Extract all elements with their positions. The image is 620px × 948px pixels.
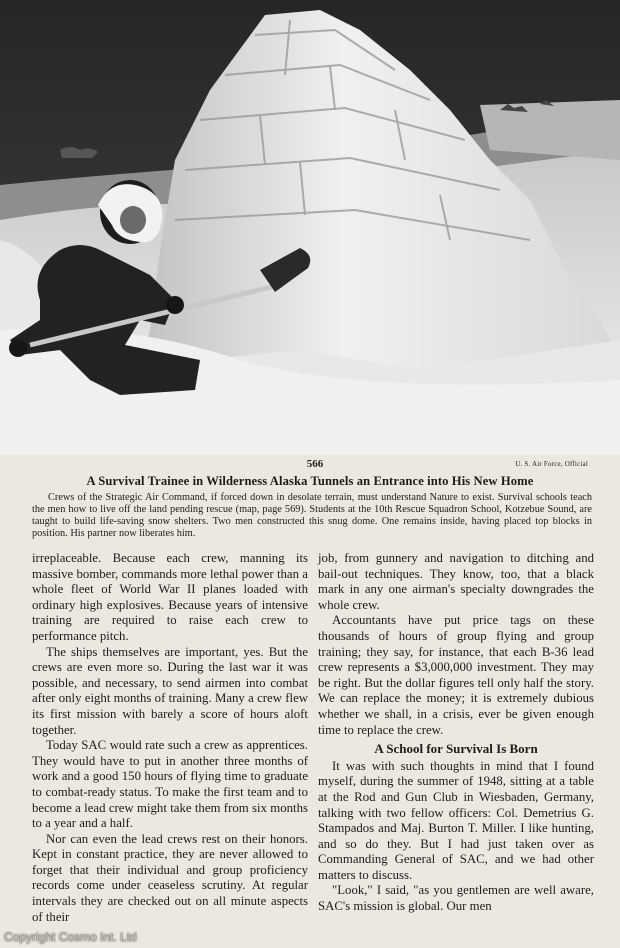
igloo-photo — [0, 0, 620, 455]
left-column — [32, 551, 308, 925]
photo-credit: U. S. Air Force, Official — [515, 460, 588, 468]
right-paragraph-4: "Look," I said, "as you gentlemen are well aware, SAC's mission is global. Our men — [318, 883, 594, 914]
caption-body: Crews of the Strategic Air Command, if forced down in desolate terrain, must understand Nature to exist. Survival schools teach the men how to live off the land pending rescue (map, page 569). Students at the 10th Rescue Squadron School, Kotzebue Sound, are taught to build life-saving snow shelters. Two men constructed this snug dome. One remains inside, having placed top blocks in position. His partner now liberates him. — [32, 492, 592, 539]
left-paragraph-2: The ships themselves are important, yes. But the crews are even more so. During the last war it was possible, and necessary, to send airmen into combat after only eight months of training. Many a crew flew its first mission with barely a score of hours aloft together. — [32, 644, 308, 737]
page-folio — [0, 458, 620, 472]
copyright-watermark: Copyright Cosmo Int. Ltd — [4, 930, 137, 944]
left-paragraph-4: Nor can even the lead crews rest on their honors. Kept in constant practice, they are never allowed to forget that their individual and group proficiency records come under ceaseless scrutiny. At regular intervals they are checked out on all minute aspects of their — [32, 831, 308, 924]
right-column — [318, 551, 594, 915]
igloo-photo-icon — [0, 0, 620, 455]
right-paragraph-2: Accountants have put price tags on these thousands of hours of group flying and group training; they say, for instance, that each B-36 lead crew represents a $3,000,000 investment. They may be right. But the dollar figures tell only half the story. We can replace the money; it is extremely dubious whether we shall, in a crisis, ever be given enough time to replace the crew. — [318, 613, 594, 737]
right-paragraph-3: It was with such thoughts in mind that I found myself, during the summer of 1948, sitting at a table at the Rod and Gun Club in Wiesbaden, Germany, talking with two fellow officers: Col. Demetrius G. Stampados and Maj. Burton T. Miller. I like hunting, and so do they. But I had just taken over as Commanding General of SAC, and we had other matters to discuss. — [318, 758, 594, 882]
caption-title: A Survival Trainee in Wilderness Alaska Tunnels an Entrance into His New Home — [86, 474, 534, 488]
left-paragraph-3: Today SAC would rate such a crew as apprentices. They would have to put in another three months of work and a good 150 hours of flying time to graduate to combat-ready status. To make the first team and to become a lead crew might take them from six months to a year and a half. — [32, 738, 308, 831]
left-paragraph-1: irreplaceable. Because each crew, manning its massive bomber, commands more lethal power than a whole fleet of World War II planes loaded with ordinary high explosives. Because years of intensive training are required to raise each crew to performance pitch. — [32, 551, 308, 643]
page-number: 566 — [306, 458, 324, 470]
section-heading: A School for Survival Is Born — [374, 741, 538, 757]
right-paragraph-1: job, from gunnery and navigation to ditching and bail-out techniques. They know, too, that a black mark in any one airman's specialty downgrades the whole crew. — [318, 551, 594, 612]
